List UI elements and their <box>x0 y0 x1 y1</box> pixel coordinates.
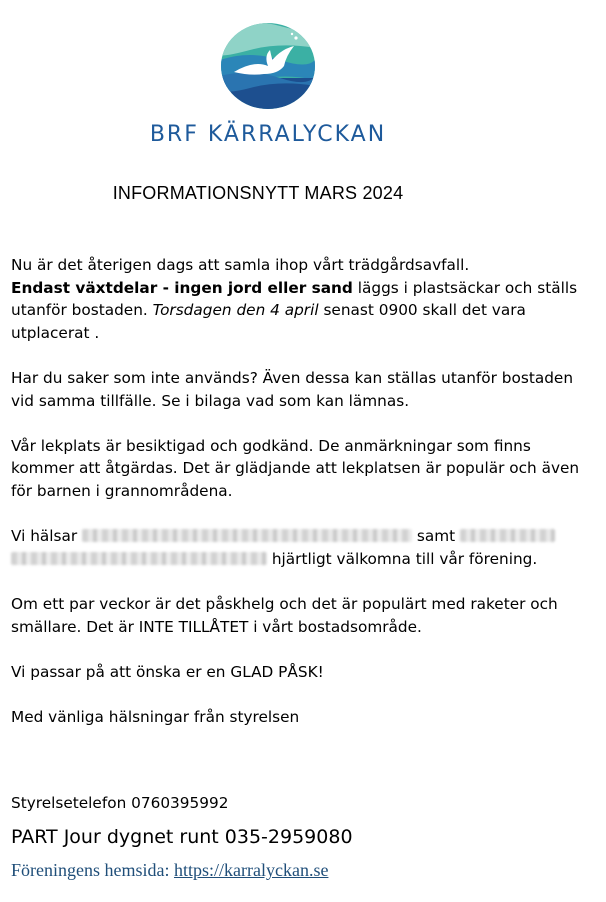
redacted-names <box>11 552 267 565</box>
organization-name: BRF KÄRRALYCKAN <box>149 122 387 147</box>
paragraph-easter-greeting: Vi passar på att önska er en GLAD PÅSK! <box>11 662 324 681</box>
paragraph-fireworks: Om ett par veckor är det påskhelg och det är populärt med raketer och smällare. Det är INTE TILLÅTET i vårt bostadsområde. <box>11 594 558 636</box>
association-logo <box>220 20 316 110</box>
garden-waste-deadline: senast 0900 skall det vara utplacerat . <box>11 301 526 342</box>
redacted-names <box>460 529 555 542</box>
welcome-middle: samt <box>412 527 461 546</box>
website-link[interactable]: https://karralyckan.se <box>173 860 329 880</box>
garden-waste-intro: Nu är det återigen dags att samla ihop vårt trädgårdsavfall. <box>11 256 470 274</box>
paragraph-welcome <box>11 525 596 570</box>
website-label: Föreningens hemsida: <box>11 860 174 880</box>
newsletter-title: INFORMATIONSNYTT MARS 2024 <box>112 183 404 203</box>
garden-waste-instruction: läggs i plastsäckar och ställs utanför bostaden. <box>11 278 578 320</box>
redacted-names <box>82 529 412 542</box>
welcome-start: Vi hälsar <box>11 527 83 546</box>
website-line <box>11 860 328 881</box>
part-emergency-line: PART Jour dygnet runt 035-2959080 <box>11 826 353 848</box>
paragraph-signoff: Med vänliga hälsningar från styrelsen <box>11 707 300 726</box>
paragraph-unused-items: Har du saker som inte används? Även dessa kan ställas utanför bostaden vid samma tillfälle. Se i bilaga vad som kan lämnas. <box>11 368 574 410</box>
bird-over-water-logo-icon <box>220 20 316 110</box>
welcome-end: hjärtligt välkomna till vår förening. <box>267 549 538 568</box>
garden-waste-bold-rule: Endast växtdelar - ingen jord eller sand <box>11 278 353 297</box>
garden-waste-date: Torsdagen den 4 april <box>152 301 319 320</box>
paragraph-playground: Vår lekplats är besiktigad och godkänd. De anmärkningar som finns kommer att åtgärdas. Det är glädjande att lekplatsen är populär och även för barnen i grannområdena. <box>11 436 580 500</box>
board-phone: Styrelsetelefon 0760395992 <box>11 794 229 812</box>
newsletter-body <box>11 254 596 751</box>
paragraph-garden-waste <box>11 254 596 344</box>
